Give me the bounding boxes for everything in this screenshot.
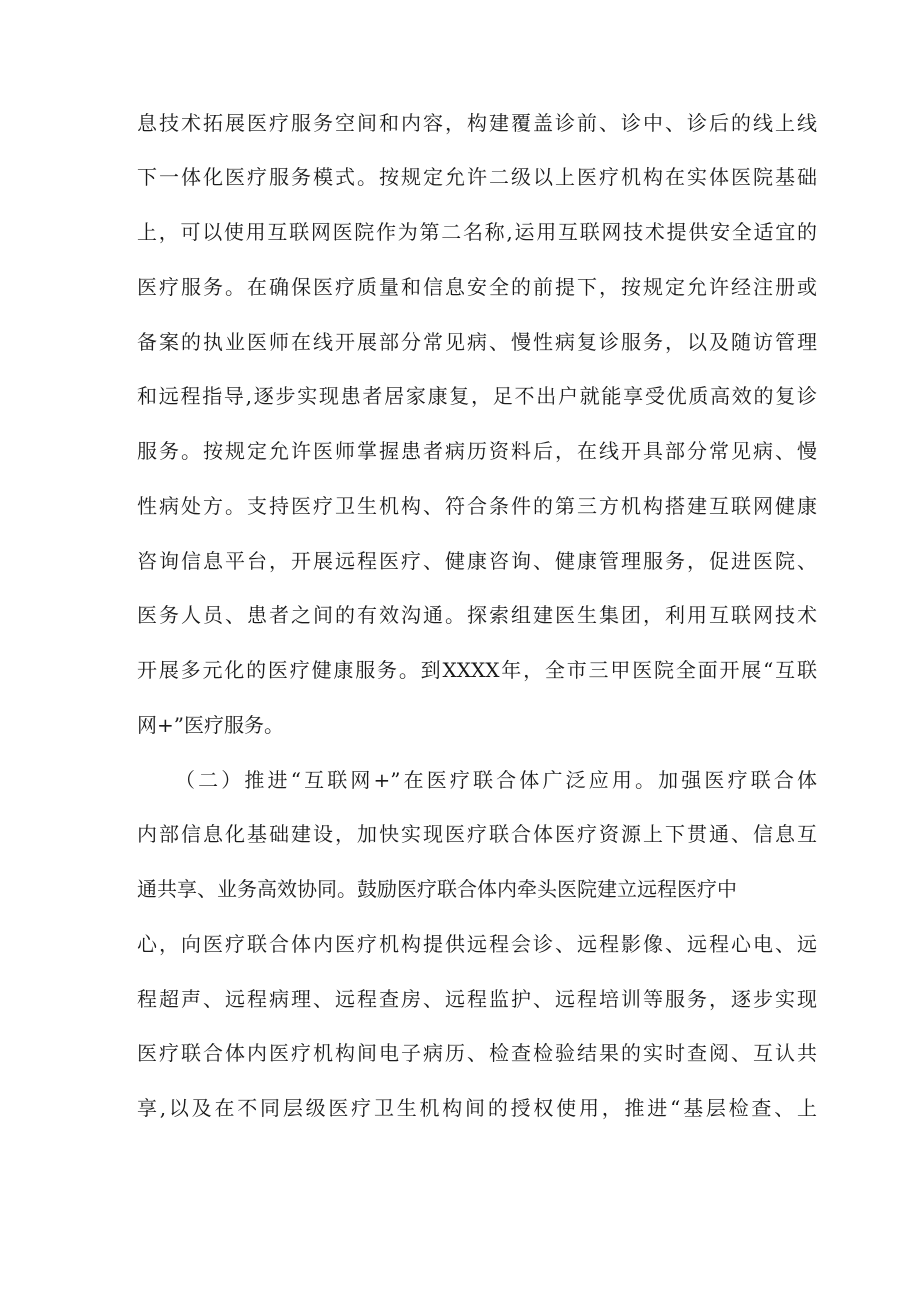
text-line: 息技术拓展医疗服务空间和内容，构建覆盖诊前、诊中、诊后的线上线 (137, 111, 817, 135)
text-line: 心，向医疗联合体内医疗机构提供远程会诊、远程影像、远程心电、远 (137, 932, 817, 956)
text-line: （二）推进“互联网+”在医疗联合体广泛应用。加强医疗联合体 (175, 768, 817, 792)
text-line: 程超声、远程病理、远程查房、远程监护、远程培训等服务，逐步实现 (137, 987, 817, 1011)
text-line: 医疗服务。在确保医疗质量和信息安全的前提下，按规定允许经注册或 (137, 275, 817, 299)
text-line: 和远程指导,逐步实现患者居家康复，足不出户就能享受优质高效的复诊 (137, 384, 817, 408)
text-line: 咨询信息平台，开展远程医疗、健康咨询、健康管理服务，促进医院、 (137, 549, 817, 573)
text-line: 医疗联合体内医疗机构间电子病历、检查检验结果的实时查阅、互认共 (137, 1041, 817, 1065)
text-line: 下一体化医疗服务模式。按规定允许二级以上医疗机构在实体医院基础 (137, 165, 817, 189)
text-line: 上，可以使用互联网医院作为第二名称,运用互联网技术提供安全适宜的 (137, 220, 817, 244)
text-line: 医务人员、患者之间的有效沟通。探索组建医生集团，利用互联网技术 (137, 603, 817, 627)
text-line: 服务。按规定允许医师掌握患者病历资料后，在线开具部分常见病、慢 (137, 439, 817, 463)
text-line: 内部信息化基础建设，加快实现医疗联合体医疗资源上下贯通、信息互 (137, 822, 817, 846)
text-line: 网+”医疗服务。 (137, 713, 284, 737)
text-line: 开展多元化的医疗健康服务。到XXXX年，全市三甲医院全面开展“互联 (137, 658, 817, 682)
text-line: 性病处方。支持医疗卫生机构、符合条件的第三方机构搭建互联网健康 (137, 494, 817, 518)
text-line: 享,以及在不同层级医疗卫生机构间的授权使用，推进“基层检查、上 (137, 1096, 817, 1120)
text-line: 备案的执业医师在线开展部分常见病、慢性病复诊服务，以及随访管理 (137, 330, 817, 354)
text-line: 通共享、业务高效协同。鼓励医疗联合体内牵头医院建立远程医疗中 (137, 877, 737, 901)
